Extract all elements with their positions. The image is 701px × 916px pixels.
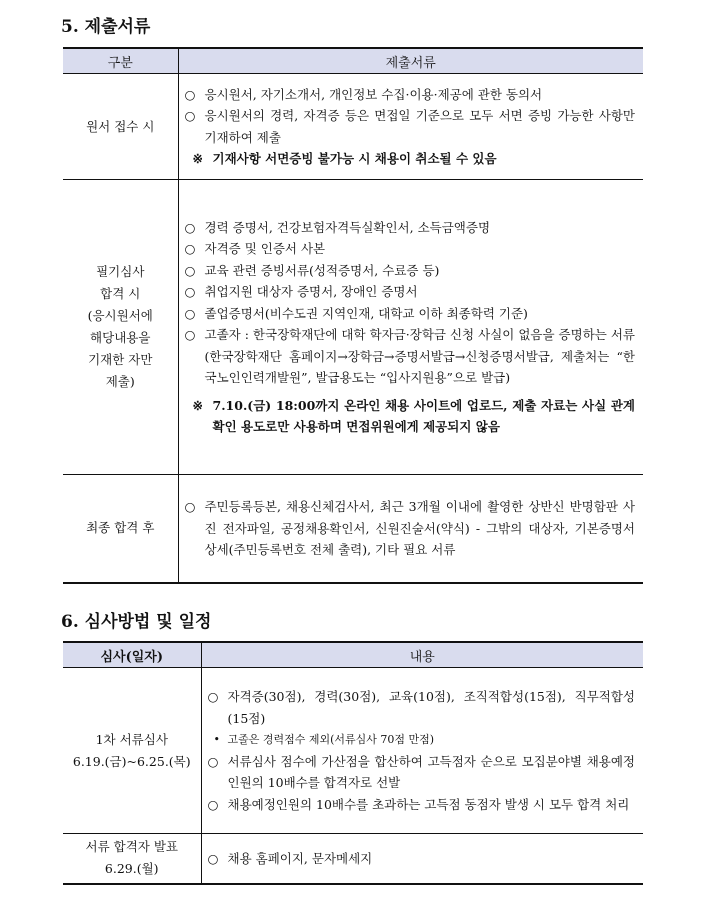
table-row: [63, 668, 643, 834]
list-item: ○ 서류심사 점수에 가산점을 합산하여 고득점자 순으로 모집분야별 채용예정인원의 10배수를 합격자로 선발: [207, 753, 635, 790]
list-item: ○ 응시원서, 자기소개서, 개인정보 수집·이용·제공에 관한 동의서: [184, 86, 543, 102]
header-review-date: 심사(일자): [63, 642, 201, 668]
list-item: ○ 자격증(30점), 경력(30점), 교육(10점), 조직적합성(15점), 직무적합성(15점): [207, 689, 635, 726]
notice: ※ 기재사항 서면증빙 불가능 시 채용이 취소될 수 있음: [192, 151, 497, 166]
header-content: 내용: [201, 642, 643, 668]
list-item: ○ 고졸자 : 한국장학재단에 대학 학자금·장학금 신청 사실이 없음을 증명하는 서류(한국장학재단 홈페이지→장학금→증명서발급→신청증명서발급, 제출처는 “한국노인인력개발원”, 발급용도는 “입사지원용”으로 발급): [184, 327, 635, 385]
table-row: [63, 74, 643, 180]
row-label: 필기심사 합격 시 (응시원서에 해당내용을 기재한 자만 제출): [63, 180, 178, 475]
section-5-title: 5. 제출서류: [61, 17, 151, 37]
table-header: [63, 642, 643, 668]
list-item: ○ 채용예정인원의 10배수를 초과하는 고득점 동점자 발생 시 모두 합격 처리: [207, 796, 630, 812]
notice: ※ 7.10.(금) 18:00까지 온라인 채용 사이트에 업로드, 제출 자료는 사실 관계 확인 용도로만 사용하며 면접위원에게 제공되지 않음: [192, 397, 635, 434]
schedule-table: [63, 641, 643, 885]
table-row: [63, 180, 643, 475]
list-item: ○ 취업지원 대상자 증명서, 장애인 증명서: [184, 284, 418, 299]
table-row: [63, 475, 643, 583]
row-label: 서류 합격자 발표 6.29.(월): [63, 834, 201, 884]
row-label: 1차 서류심사 6.19.(금)~6.25.(목): [63, 668, 201, 834]
table-row: [63, 834, 643, 884]
row-label: 원서 접수 시: [63, 74, 178, 180]
list-item: ○ 주민등록등본, 채용신체검사서, 최근 3개월 이내에 촬영한 상반신 반명함판 사진 전자파일, 공정채용확인서, 신원진술서(약식) - 그밖의 대상자, 기본증명서 상세(주민등록번호 전체 출력), 기타 필요 서류: [184, 499, 635, 557]
list-item: ○ 교육 관련 증빙서류(성적증명서, 수료증 등): [184, 262, 440, 278]
list-item: ○ 경력 증명서, 건강보험자격득실확인서, 소득금액증명: [184, 219, 491, 235]
documents-table: [63, 47, 643, 584]
list-item: ○ 응시원서의 경력, 자격증 등은 면접일 기준으로 모두 서면 증빙 가능한 사항만 기재하여 제출: [184, 108, 635, 145]
header-category: 구분: [63, 48, 178, 74]
list-item: ○ 졸업증명서(비수도권 지역인재, 대학교 이하 최종학력 기준): [184, 305, 528, 321]
list-item: ○ 자격증 및 인증서 사본: [184, 241, 326, 256]
header-documents: 제출서류: [178, 48, 643, 74]
list-item: ○ 채용 홈페이지, 문자메세지: [207, 850, 373, 866]
table-header: [63, 48, 643, 74]
section-6-title: 6. 심사방법 및 일정: [61, 612, 212, 632]
row-label: 최종 합격 후: [63, 475, 178, 583]
sub-note: • 고졸은 경력점수 제외(서류심사 70점 만점): [213, 733, 435, 746]
